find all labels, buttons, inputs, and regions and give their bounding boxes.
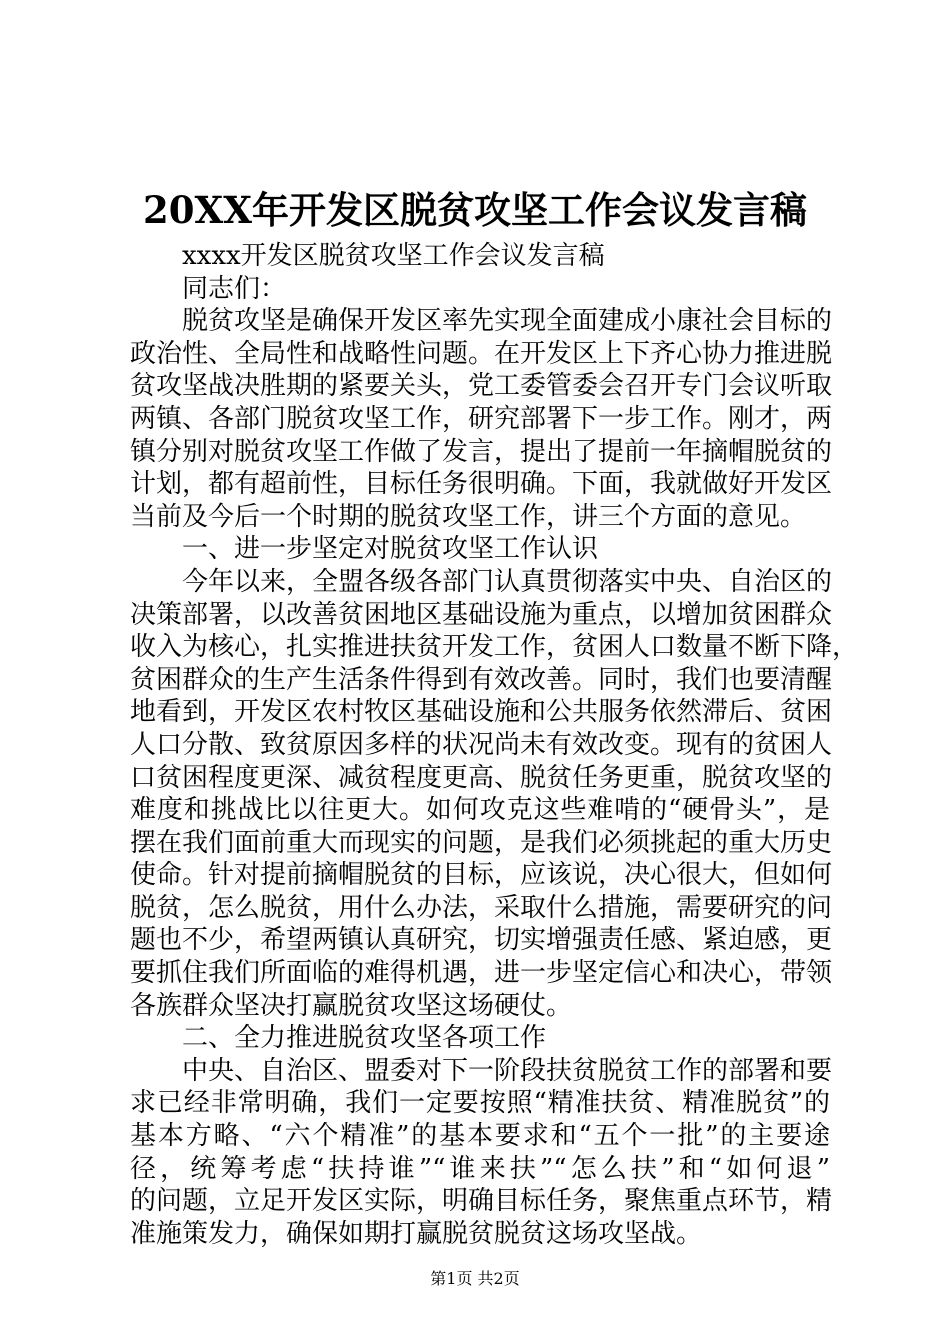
section-heading: 一、进一步坚定对脱贫攻坚工作认识: [182, 534, 599, 565]
paragraph-line: 题也不少，希望两镇认真研究，切实增强责任感、紧迫感，更: [130, 925, 833, 956]
paragraph-line: 使命。针对提前摘帽脱贫的目标，应该说，决心很大，但如何: [130, 860, 833, 891]
subtitle-line: xxxx开发区脱贫攻坚工作会议发言稿: [182, 241, 605, 271]
paragraph-line: 的问题，立足开发区实际，明确目标任务，聚焦重点环节，精: [130, 1186, 833, 1217]
salutation-line: 同志们：: [182, 273, 287, 304]
paragraph-line: 各族群众坚决打赢脱贫攻坚这场硬仗。: [130, 990, 573, 1021]
document-title: 20XX年开发区脱贫攻坚工作会议发言稿: [143, 188, 807, 232]
paragraph-line: 镇分别对脱贫攻坚工作做了发言，提出了提前一年摘帽脱贫的: [130, 436, 833, 467]
paragraph-line: 要抓住我们所面临的难得机遇，进一步坚定信心和决心，带领: [130, 958, 833, 989]
paragraph-line: 贫攻坚战决胜期的紧要关头，党工委管委会召开专门会议听取: [130, 371, 833, 402]
paragraph-line: 当前及今后一个时期的脱贫攻坚工作，讲三个方面的意见。: [130, 501, 807, 532]
paragraph-line: 决策部署，以改善贫困地区基础设施为重点，以增加贫困群众: [130, 599, 833, 630]
paragraph-line: 基本方略、“六个精准”的基本要求和“五个一批”的主要途: [130, 1121, 830, 1152]
paragraph-line: 求已经非常明确，我们一定要按照“精准扶贫、精准脱贫”的: [130, 1088, 830, 1119]
paragraph-line: 摆在我们面前重大而现实的问题，是我们必须挑起的重大历史: [130, 827, 833, 858]
paragraph-line: 口贫困程度更深、减贫程度更高、脱贫任务更重，脱贫攻坚的: [130, 762, 833, 793]
paragraph-line: 今年以来，全盟各级各部门认真贯彻落实中央、自治区的: [182, 566, 833, 597]
paragraph-line: 计划，都有超前性，目标任务很明确。下面，我就做好开发区: [130, 469, 833, 500]
paragraph-line: 两镇、各部门脱贫攻坚工作，研究部署下一步工作。刚才，两: [130, 403, 833, 434]
paragraph-line: 难度和挑战比以往更大。如何攻克这些难啃的“硬骨头”，是: [130, 795, 830, 826]
page-number-footer: 第1页 共2页: [430, 1269, 520, 1288]
paragraph-line: 贫困群众的生产生活条件得到有效改善。同时，我们也要清醒: [130, 664, 833, 695]
paragraph-line: 径，统筹考虑“扶持谁”“谁来扶”“怎么扶”和“如何退”: [130, 1153, 830, 1184]
paragraph-line: 脱贫攻坚是确保开发区率先实现全面建成小康社会目标的: [182, 306, 833, 337]
paragraph-line: 人口分散、致贫原因多样的状况尚未有效改变。现有的贫困人: [130, 729, 833, 760]
paragraph-line: 准施策发力，确保如期打赢脱贫脱贫这场攻坚战。: [130, 1218, 703, 1249]
document-body: [130, 240, 859, 1250]
section-heading: 二、全力推进脱贫攻坚各项工作: [182, 1023, 547, 1054]
paragraph-line: 政治性、全局性和战略性问题。在开发区上下齐心协力推进脱: [130, 338, 833, 369]
paragraph-line: 地看到，开发区农村牧区基础设施和公共服务依然滞后、贫困: [130, 697, 833, 728]
paragraph-line: 中央、自治区、盟委对下一阶段扶贫脱贫工作的部署和要: [182, 1055, 833, 1086]
paragraph-line: 脱贫，怎么脱贫，用什么办法，采取什么措施，需要研究的问: [130, 892, 833, 923]
paragraph-line: 收入为核心，扎实推进扶贫开发工作，贫困人口数量不断下降，: [130, 632, 859, 663]
